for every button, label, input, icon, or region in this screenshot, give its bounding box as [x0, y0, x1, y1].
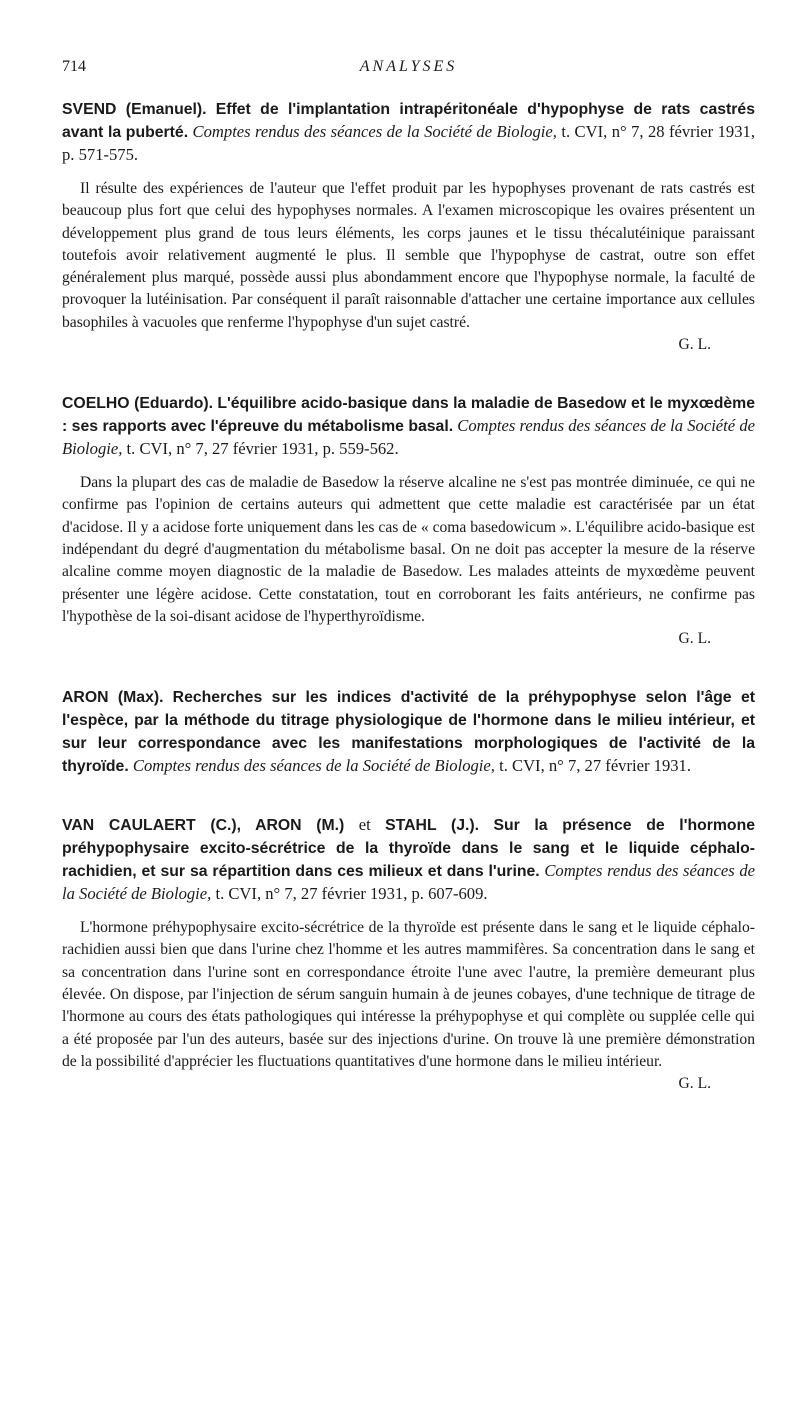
entry-title: L'équilibre acido-basique dans la maladie de Basedow et le myxœdème : ses rapports avec l'épreuve du métabolisme basal.: [62, 395, 755, 436]
abstract-entry: [62, 814, 755, 1095]
entry-source: Comptes rendus des séances de la Société de Biologie,: [62, 416, 755, 459]
entry-title: Effet de l'implantation intrapéritonéale d'hypophyse de rats castrés avant la puberté.: [62, 101, 755, 141]
entry-authors-joiner: et: [358, 815, 371, 835]
entry-signature: G. L.: [678, 1075, 711, 1093]
entry-heading: [62, 686, 755, 778]
entry-authors-tail: STAHL (J.).: [385, 817, 480, 835]
entry-heading: [62, 814, 755, 905]
abstract-entry: [62, 392, 755, 650]
entry-authors: COELHO (Eduardo).: [62, 395, 214, 413]
entry-heading: [62, 392, 755, 460]
entry-abstract: L'hormone préhypophysaire excito-sécrétrice de la thyroïde est présente dans le sang et le liquide céphalo-rachidien aussi bien que dans l'urine chez l'homme et les autres mammifères. Sa concentration dans le sang et sa concentration dans l'urine sont en correspondance étroite l'une avec l'autre, la première demeurant plus élevée. On dispose, par l'injection de sérum sanguin humain à de jeunes cobayes, d'une technique de titrage de l'hormone au cours des états pathologiques qui intéresse la préhypophyse et qui complète ou supplée celle qui a été proposée par l'un des auteurs, basée sur des injections d'urine. On trouve là une première démonstration de la possibilité d'apprécier les fluctuations quantitatives d'une hormone dans le milieu intérieur.: [62, 919, 755, 1070]
entry-heading: [62, 98, 755, 166]
entry-signature: G. L.: [678, 336, 711, 354]
entry-authors: SVEND (Emanuel).: [62, 101, 207, 118]
entry-source: Comptes rendus des séances de la Société de Biologie,: [62, 861, 755, 904]
entry-authors: VAN CAULAERT (C.), ARON (M.): [62, 817, 345, 835]
document-page: [62, 58, 755, 1095]
entry-reference: t. CVI, n° 7, 27 février 1931, p. 607-609.: [215, 884, 488, 904]
entry-abstract: Dans la plupart des cas de maladie de Basedow la réserve alcaline ne s'est pas montrée diminuée, ce qui ne confirme pas l'opinion de certains auteurs qui admettent que cette maladie est caractérisée par un état d'acidose. Il y a acidose forte uniquement dans les cas de « coma basedowicum ». L'équilibre acido-basique est indépendant du degré d'augmentation du métabolisme basal. On ne doit pas accepter la mesure de la réserve alcaline comme moyen diagnostic de la maladie de Basedow. Les malades atteints de myxœdème peuvent présenter une légère acidose. Cette constatation, tout en corroborant les faits antérieurs, ne confirme pas l'hypothèse de la soi-disant acidose de l'hyperthyroïdisme.: [62, 474, 755, 625]
entry-title: Sur la présence de l'hormone préhypophysaire excito-sécrétrice de la thyroïde dans le sang et le liquide céphalo-rachidien, et sur sa répartition dans ces milieux et dans l'urine.: [62, 817, 756, 881]
section-title: ANALYSES: [359, 58, 458, 75]
entry-authors: ARON (Max).: [62, 689, 164, 707]
entry-abstract: Il résulte des expériences de l'auteur que l'effet produit par les hypophyses provenant de rats castrés est beaucoup plus fort que celui des hypophyses normales. A l'examen microscopique les ovaires présentent un développement plus grand de tous leurs éléments, les corps jaunes et le tissu thécalutéinique paraissant toutefois avoir relativement augmenté le plus. Il semble que l'hypophyse de castrat, outre son effet généralement plus marqué, possède aussi plus abondamment encore que l'hypophyse normale, la faculté de provoquer la lutéinisation. Par conséquent il paraît raisonnable d'attacher une certaine importance aux cellules basophiles à vacuoles que renferme l'hypophyse d'un sujet castré.: [62, 180, 755, 331]
entry-source: Comptes rendus des séances de la Société de Biologie,: [192, 122, 557, 141]
abstract-entry: [62, 686, 755, 778]
abstract-entry: [62, 98, 755, 356]
entry-reference: t. CVI, n° 7, 28 février 1931, p. 571-575.: [62, 122, 755, 164]
page-number: 714: [62, 58, 86, 75]
running-head: [62, 58, 755, 84]
entry-signature: G. L.: [678, 630, 711, 648]
entry-source: Comptes rendus des séances de la Société de Biologie,: [132, 756, 495, 776]
entry-reference: t. CVI, n° 7, 27 février 1931.: [499, 756, 691, 776]
entry-reference: t. CVI, n° 7, 27 février 1931, p. 559-562.: [126, 439, 399, 459]
entry-title: Recherches sur les indices d'activité de la préhypophyse selon l'âge et l'espèce, par la méthode du titrage physiologique de l'hormone dans le milieu intérieur, et sur leur correspondance avec les manifestations morphologiques de l'activité de la thyroïde.: [62, 689, 756, 776]
